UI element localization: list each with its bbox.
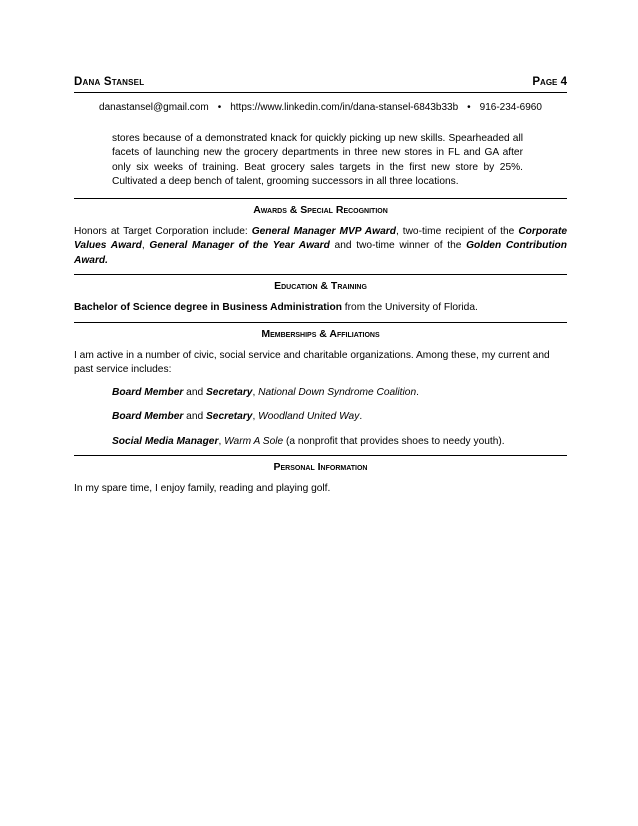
degree-name: Bachelor of Science degree in Business Administration xyxy=(74,302,342,314)
award-name: Corporate Values Award xyxy=(74,225,568,252)
memberships-heading: Memberships & Affiliations xyxy=(74,322,567,345)
page-number: Page 4 xyxy=(532,76,567,88)
personal-heading: Personal Information xyxy=(74,455,567,478)
membership-org: Warm A Sole xyxy=(224,435,284,447)
awards-text-part: , xyxy=(141,240,150,252)
contact-separator: • xyxy=(467,102,471,113)
awards-text xyxy=(74,225,567,268)
contact-phone: 916-234-6960 xyxy=(479,102,542,113)
awards-text-part: , two-time recipient of the xyxy=(395,225,519,237)
membership-role: Board Member xyxy=(112,386,184,398)
education-text xyxy=(74,301,567,315)
award-name: General Manager of the Year Award xyxy=(149,240,330,252)
award-name: General Manager MVP Award xyxy=(251,225,396,237)
awards-text-part: Honors at Target Corporation include: xyxy=(74,225,252,237)
candidate-name: Dana Stansel xyxy=(74,76,145,88)
membership-tail: (a nonprofit that provides shoes to needy youth). xyxy=(283,435,505,447)
membership-tail: . xyxy=(359,411,363,423)
awards-heading: Awards & Special Recognition xyxy=(74,198,567,221)
membership-role: Social Media Manager xyxy=(112,435,219,447)
experience-continued: stores because of a demonstrated knack for quickly picking up new skills. Spearheaded all facets of launching new the grocery departments in three new stores in FL and GA after only six weeks of training. Beat grocery sales targets in the first new store by 25%. Cultivated a deep bench of talent, grooming successors in all three locations. xyxy=(112,133,523,188)
membership-sep: , xyxy=(252,386,259,398)
page-header xyxy=(74,74,567,93)
membership-item xyxy=(74,386,567,400)
school-name: from the University of Florida. xyxy=(341,302,478,314)
membership-conj: and xyxy=(183,386,206,398)
membership-conj: and xyxy=(183,411,206,423)
membership-org: Woodland United Way xyxy=(258,411,360,423)
membership-role: Secretary xyxy=(206,386,253,398)
contact-line xyxy=(74,101,567,115)
membership-org: National Down Syndrome Coalition xyxy=(258,386,417,398)
membership-sep: , xyxy=(218,435,225,447)
membership-role: Board Member xyxy=(112,411,184,423)
contact-linkedin: https://www.linkedin.com/in/dana-stansel-6843b33b xyxy=(230,102,459,113)
education-heading: Education & Training xyxy=(74,274,567,297)
membership-sep: , xyxy=(252,411,259,423)
membership-tail: . xyxy=(416,386,419,398)
membership-role: Secretary xyxy=(206,411,253,423)
contact-email: danastansel@gmail.com xyxy=(99,102,209,113)
personal-text: In my spare time, I enjoy family, reading and playing golf. xyxy=(74,482,331,494)
award-name: Golden Contribution Award. xyxy=(74,240,567,266)
resume-body xyxy=(74,132,567,496)
awards-text-part: and two-time winner of the xyxy=(329,240,467,252)
membership-item xyxy=(74,435,567,449)
memberships-intro: I am active in a number of civic, social service and charitable organizations. Among these, my current and past service includes: xyxy=(74,349,550,376)
membership-item xyxy=(74,410,567,424)
contact-separator: • xyxy=(217,102,222,113)
